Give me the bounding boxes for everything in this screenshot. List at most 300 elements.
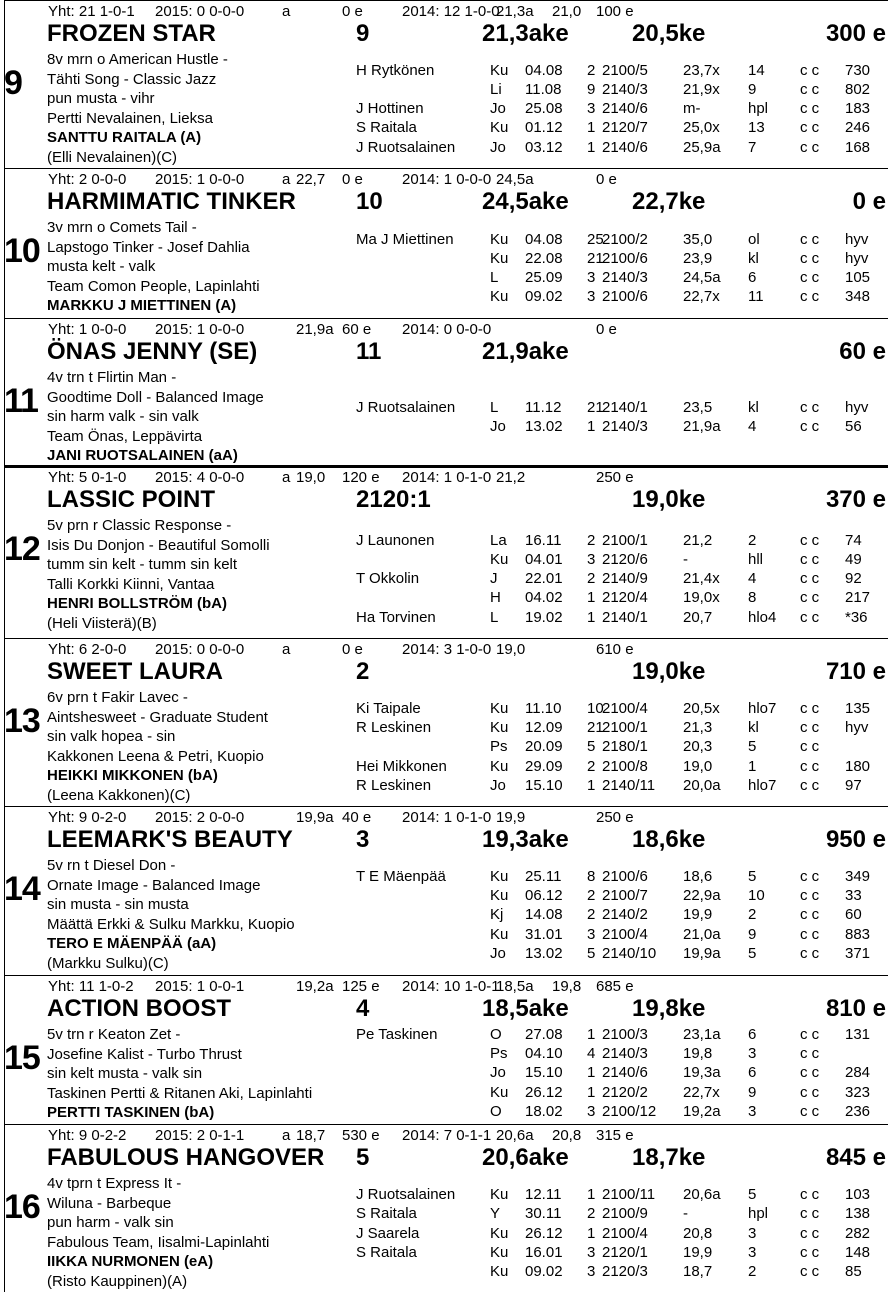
start-date: 26.12 [525,1225,563,1242]
horse-name: LEEMARK'S BEAUTY [47,826,293,853]
summary-best2014: 19,8 [552,978,582,995]
start-pos: 5 [587,738,596,755]
start-date: 15.10 [525,1064,563,1081]
summary-rec2015: 19,0 [296,469,326,486]
start-time: 19,3a [683,1064,721,1081]
start-time: 24,5a [683,269,721,286]
summary-rec2014: 24,5a [496,171,534,188]
start-time: 19,8 [683,1045,713,1062]
start-track: Jo [490,100,506,117]
record-best: 19,0ke [632,658,706,685]
start-date: 15.10 [525,777,563,794]
start-track: Jo [490,1064,506,1081]
start-pos: 3 [587,1263,596,1280]
horse-info-line: Aintshesweet - Graduate Student [47,708,268,726]
summary-rec2015: 22,7 [296,171,326,188]
start-odds: 60 [845,906,862,923]
start-pos: 4 [587,1045,596,1062]
start-track: 9 [356,20,370,47]
horse-divider [4,318,888,319]
start-pos: 1 [587,1186,596,1203]
start-track: 11 [356,338,382,365]
horse-info-line: Lapstogo Tinker - Josef Dahlia [47,238,250,256]
start-track: Ps [490,738,508,755]
start-track: Ku [490,887,509,904]
start-shoe: c c [800,906,820,923]
trainer-name: (Leena Kakkonen)(C) [47,786,191,804]
start-dist: 2100/6 [602,868,648,885]
start-place: hlo7 [748,700,777,717]
start-shoe: c c [800,945,820,962]
start-date: 27.08 [525,1026,563,1043]
start-driver: T Okkolin [356,570,420,587]
start-track: Ku [490,119,509,136]
horse-name: SWEET LAURA [47,658,223,685]
start-time: 21,3 [683,719,713,736]
start-time: 25,0x [683,119,720,136]
horse-info-line: 4v tprn t Express It - [47,1175,182,1192]
start-place: 3 [748,1045,757,1062]
start-odds: hyv [845,719,869,736]
horse-info-line: 3v mrn o Comets Tail - [47,219,197,236]
start-odds: 168 [845,139,871,156]
start-place: 5 [748,1186,757,1203]
start-odds: 323 [845,1084,871,1101]
start-shoe: c c [800,1064,820,1081]
horse-divider [4,465,888,468]
summary-total: Yht: 1 0-0-0 [48,321,127,338]
summary-total: Yht: 6 2-0-0 [48,641,127,658]
start-pos: 2 [587,570,596,587]
start-date: 06.12 [525,887,563,904]
start-track: Ku [490,868,509,885]
start-odds: 802 [845,81,871,98]
start-shoe: c c [800,1225,820,1242]
start-track: Y [490,1205,501,1222]
horse-entry [0,0,890,168]
record-best: 18,7ke [632,1144,706,1171]
horse-divider [4,975,888,976]
start-odds: 49 [845,551,862,568]
summary-rec2015: 18,7 [296,1127,326,1144]
start-date: 12.11 [525,1186,562,1203]
start-place: 2 [748,532,757,549]
summary-best2014: 21,0 [552,3,582,20]
horse-info-line: Josefine Kalist - Turbo Thrust [47,1045,242,1063]
start-track: Ku [490,288,509,305]
start-track: Jo [490,777,506,794]
start-shoe: c c [800,700,820,717]
start-place: 11 [748,288,764,305]
start-number: 12 [4,530,40,568]
start-track: O [490,1026,502,1043]
start-dist: 2140/6 [602,139,648,156]
start-driver: J Ruotsalainen [356,399,456,416]
start-time: 23,7x [683,62,720,79]
start-date: 12.09 [525,719,563,736]
start-pos: 1 [587,589,596,606]
start-dist: 2140/3 [602,269,648,286]
horse-divider [4,806,888,807]
start-driver: S Raitala [356,1205,417,1222]
summary-a: a [282,641,291,658]
summary-y2015: 2015: 2 0-1-1 [155,1127,245,1144]
summary-a: a [282,469,291,486]
horse-divider [4,0,888,1]
summary-a: a [282,1127,291,1144]
start-place: ol [748,231,760,248]
horse-name: ÖNAS JENNY (SE) [47,338,258,365]
start-time: 19,0 [683,758,713,775]
summary-total: Yht: 9 0-2-0 [48,809,127,826]
start-track: Jo [490,139,506,156]
start-odds: 282 [845,1225,871,1242]
start-shoe: c c [800,738,820,755]
start-place: 4 [748,570,757,587]
horse-name: FABULOUS HANGOVER [47,1144,325,1171]
horse-entry [0,1124,890,1292]
start-track: L [490,609,499,626]
start-odds: hyv [845,399,869,416]
start-odds: 284 [845,1064,871,1081]
start-place: 10 [748,887,765,904]
horse-info-line: Taskinen Pertti & Ritanen Aki, Lapinlahti [47,1084,313,1102]
start-shoe: c c [800,532,820,549]
start-pos: 1 [587,777,596,794]
start-dist: 2100/4 [602,1225,648,1242]
horse-divider [4,168,888,169]
summary-e2014: 250 e [596,469,634,486]
earnings: 810 e [825,995,886,1022]
earnings: 845 e [825,1144,886,1171]
start-shoe: c c [800,1026,820,1043]
summary-e2014: 0 e [596,321,617,338]
record-auto: 18,5ake [482,995,569,1022]
summary-y2014: 2014: 7 0-1-1 [402,1127,492,1144]
start-date: 04.01 [525,551,563,568]
summary-y2015: 2015: 1 0-0-1 [155,978,245,995]
start-place: 5 [748,945,757,962]
start-driver: H Rytkönen [356,62,435,79]
start-odds: 138 [845,1205,871,1222]
start-shoe: c c [800,1205,820,1222]
start-shoe: c c [800,777,820,794]
summary-e2014: 315 e [596,1127,634,1144]
start-place: 5 [748,738,757,755]
summary-e2015: 125 e [342,978,380,995]
start-shoe: c c [800,758,820,775]
start-dist: 2140/6 [602,1064,648,1081]
summary-e2015: 60 e [342,321,372,338]
horse-entry [0,638,890,806]
summary-total: Yht: 9 0-2-2 [48,1127,127,1144]
start-odds: 135 [845,700,871,717]
horse-info-line: 4v trn t Flirtin Man - [47,369,177,386]
start-date: 25.08 [525,100,563,117]
summary-e2014: 685 e [596,978,634,995]
start-place: 3 [748,1103,757,1120]
start-dist: 2100/6 [602,250,648,267]
start-dist: 2100/4 [602,926,648,943]
record-best: 22,7ke [632,188,706,215]
summary-rec2015: 19,9a [296,809,334,826]
start-pos: 3 [587,1103,596,1120]
start-date: 25.11 [525,868,562,885]
start-date: 04.10 [525,1045,563,1062]
start-odds: 148 [845,1244,871,1261]
start-driver: J Saarela [356,1225,420,1242]
start-track: Ku [490,62,509,79]
trainer-name: (Elli Nevalainen)(C) [47,148,178,166]
start-date: 11.12 [525,399,562,416]
start-dist: 2100/8 [602,758,648,775]
horse-info-line: Wiluna - Barbeque [47,1194,172,1212]
start-shoe: c c [800,81,820,98]
start-date: 25.09 [525,269,563,286]
start-odds: 97 [845,777,862,794]
start-dist: 2140/1 [602,609,648,626]
start-track: O [490,1103,502,1120]
start-date: 04.08 [525,231,563,248]
summary-total: Yht: 5 0-1-0 [48,469,127,486]
horse-info-line: Määttä Erkki & Sulku Markku, Kuopio [47,915,295,933]
start-place: kl [748,250,759,267]
start-shoe: c c [800,100,820,117]
start-track: Ku [490,719,509,736]
start-shoe: c c [800,1244,820,1261]
start-dist: 2100/4 [602,700,648,717]
start-pos: 1 [587,1064,596,1081]
start-place: 9 [748,81,757,98]
start-place: kl [748,719,759,736]
earnings: 370 e [825,486,886,513]
horse-info-line: Fabulous Team, Iisalmi-Lapinlahti [47,1233,270,1251]
start-odds: 348 [845,288,871,305]
summary-y2014: 2014: 1 0-1-0 [402,809,492,826]
start-date: 31.01 [525,926,563,943]
start-date: 20.09 [525,738,563,755]
record-auto: 20,6ake [482,1144,569,1171]
start-odds: 371 [845,945,871,962]
start-pos: 8 [587,868,596,885]
summary-e2015: 120 e [342,469,380,486]
start-date: 18.02 [525,1103,563,1120]
horse-info-line: Kakkonen Leena & Petri, Kuopio [47,747,264,765]
driver-name: MARKKU J MIETTINEN (A) [47,297,237,314]
horse-info-line: 6v prn t Fakir Lavec - [47,689,188,706]
start-pos: 3 [587,100,596,117]
start-dist: 2100/3 [602,1026,648,1043]
horse-info-line: 5v prn r Classic Response - [47,517,232,534]
horse-divider [4,1124,888,1125]
start-dist: 2100/1 [602,532,648,549]
horse-info-line: pun harm - valk sin [47,1214,174,1231]
start-shoe: c c [800,926,820,943]
start-odds: 33 [845,887,862,904]
summary-rec2014: 21,3a [496,3,534,20]
start-time: 20,3 [683,738,713,755]
summary-e2014: 0 e [596,171,617,188]
start-pos: 1 [587,1026,596,1043]
start-dist: 2100/12 [602,1103,657,1120]
start-pos: 3 [587,269,596,286]
summary-y2015: 2015: 1 0-0-0 [155,321,245,338]
record-auto: 24,5ake [482,188,569,215]
summary-rec2014: 19,9 [496,809,526,826]
summary-total: Yht: 11 1-0-2 [48,978,134,995]
start-dist: 2100/5 [602,62,648,79]
start-track: Li [490,81,502,98]
start-shoe: c c [800,399,820,416]
summary-rec2014: 21,2 [496,469,526,486]
start-date: 13.02 [525,418,563,435]
start-time: 22,7x [683,1084,720,1101]
start-pos: 2 [587,532,596,549]
start-place: 4 [748,418,757,435]
start-driver: R Leskinen [356,777,432,794]
driver-name: PERTTI TASKINEN (bA) [47,1104,215,1121]
summary-y2014: 2014: 1 0-1-0 [402,469,492,486]
start-place: 2 [748,906,757,923]
start-driver: Hei Mikkonen [356,758,447,775]
start-pos: 3 [587,288,596,305]
summary-rec2014: 20,6a [496,1127,534,1144]
horse-divider [4,638,888,639]
horse-info-line: 8v mrn o American Hustle - [47,51,228,68]
start-odds: 730 [845,62,871,79]
summary-y2014: 2014: 12 1-0-0 [402,3,500,20]
start-pos: 5 [587,945,596,962]
start-place: 9 [748,926,757,943]
start-track: 5 [356,1144,370,1171]
horse-entry [0,168,890,318]
start-date: 26.12 [525,1084,563,1101]
start-dist: 2180/1 [602,738,648,755]
start-time: 23,1a [683,1026,721,1043]
horse-info-line: 5v trn r Keaton Zet - [47,1026,181,1043]
start-driver: J Launonen [356,532,435,549]
trainer-name: (Heli Viisterä)(B) [47,614,157,632]
start-track: J [490,570,498,587]
start-dist: 2140/11 [602,777,656,794]
horse-info-line: Ornate Image - Balanced Image [47,876,261,894]
start-number: 11 [4,382,38,420]
start-date: 16.11 [525,532,562,549]
start-dist: 2140/3 [602,418,648,435]
summary-y2014: 2014: 0 0-0-0 [402,321,492,338]
start-pos: 3 [587,926,596,943]
start-pos: 1 [587,119,596,136]
start-place: hll [748,551,764,568]
earnings: 0 e [852,188,886,215]
summary-y2015: 2015: 0 0-0-0 [155,3,245,20]
start-shoe: c c [800,418,820,435]
start-driver: S Raitala [356,119,417,136]
horse-info-line: Goodtime Doll - Balanced Image [47,388,264,406]
start-pos: 21 [587,399,604,416]
start-pos: 1 [587,1084,596,1101]
start-date: 03.12 [525,139,563,156]
start-place: 3 [748,1244,757,1261]
start-shoe: c c [800,119,820,136]
start-shoe: c c [800,1045,820,1062]
driver-name: HEIKKI MIKKONEN (bA) [47,767,218,784]
earnings: 950 e [825,826,886,853]
start-date: 19.02 [525,609,563,626]
start-shoe: c c [800,231,820,248]
start-track: Ps [490,1045,508,1062]
start-odds: *36 [845,609,868,626]
start-place: hpl [748,100,769,117]
horse-info-line: sin musta - sin musta [47,896,189,913]
start-dist: 2140/3 [602,1045,648,1062]
record-best: 19,0ke [632,486,706,513]
trainer-name: (Markku Sulku)(C) [47,954,169,972]
start-shoe: c c [800,887,820,904]
start-pos: 3 [587,551,596,568]
start-track: 2120:1 [356,486,431,513]
start-odds: 105 [845,269,871,286]
start-dist: 2120/4 [602,589,648,606]
horse-info-line: sin valk hopea - sin [47,728,176,745]
summary-rec2014: 19,0 [496,641,526,658]
start-shoe: c c [800,62,820,79]
start-dist: 2140/6 [602,100,648,117]
start-dist: 2100/2 [602,231,648,248]
start-odds: 56 [845,418,862,435]
start-shoe: c c [800,589,820,606]
start-date: 04.08 [525,62,563,79]
start-time: 22,9a [683,887,721,904]
horse-info-line: Team Comon People, Lapinlahti [47,277,260,295]
horse-name: FROZEN STAR [47,20,216,47]
summary-rec2014: 18,5a [496,978,534,995]
start-pos: 2 [587,887,596,904]
start-place: 2 [748,1263,757,1280]
summary-total: Yht: 2 0-0-0 [48,171,127,188]
start-track: 2 [356,658,370,685]
start-shoe: c c [800,250,820,267]
start-track: Ku [490,700,509,717]
start-place: 14 [748,62,765,79]
start-track: Jo [490,945,506,962]
earnings: 300 e [825,20,886,47]
start-odds: 236 [845,1103,871,1120]
start-time: 19,2a [683,1103,721,1120]
start-pos: 10 [587,700,604,717]
start-dist: 2120/1 [602,1244,648,1261]
start-track: 4 [356,995,370,1022]
start-dist: 2140/2 [602,906,648,923]
start-pos: 21 [587,250,604,267]
start-place: 9 [748,1084,757,1101]
start-shoe: c c [800,1186,820,1203]
start-place: 8 [748,589,757,606]
start-place: 6 [748,269,757,286]
start-place: 3 [748,1225,757,1242]
record-auto: 19,3ake [482,826,569,853]
start-odds: 217 [845,589,871,606]
start-date: 30.11 [525,1205,562,1222]
start-number: 14 [4,870,40,908]
start-pos: 1 [587,139,596,156]
start-time: 21,0a [683,926,721,943]
summary-e2015: 0 e [342,171,363,188]
start-odds: 131 [845,1026,871,1043]
summary-y2014: 2014: 3 1-0-0 [402,641,492,658]
start-time: 23,5 [683,399,713,416]
summary-e2015: 530 e [342,1127,380,1144]
